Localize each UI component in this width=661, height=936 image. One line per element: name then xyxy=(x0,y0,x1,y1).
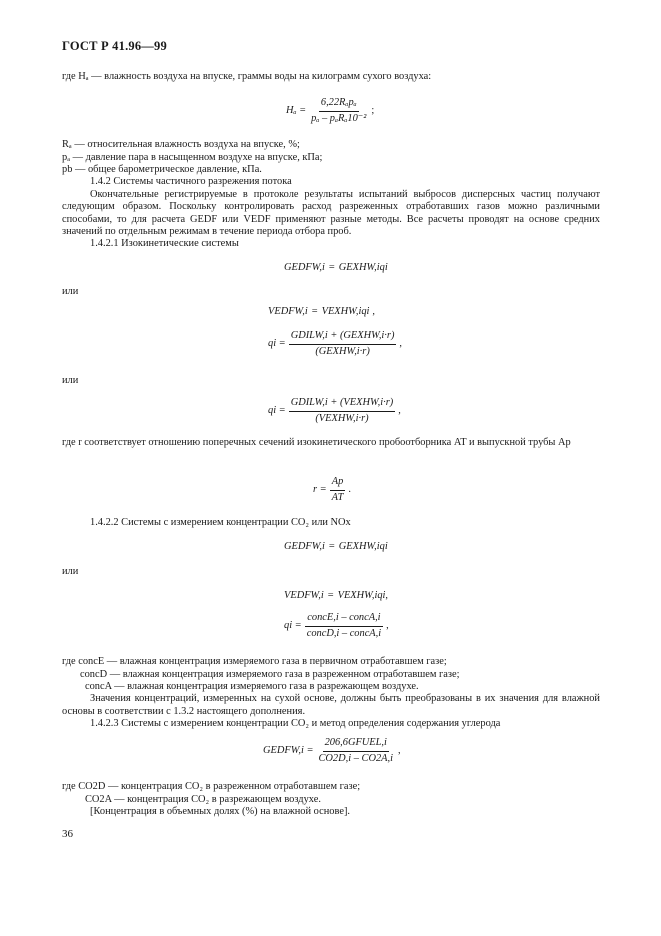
formula-v-edfw-1 xyxy=(268,306,375,319)
formula-g-edfw-carbon-tail: , xyxy=(397,744,401,756)
document-code: ГОСТ Р 41.96—99 xyxy=(62,39,167,53)
intro-paragraph xyxy=(62,71,600,84)
formula-humidity-denominator: pₐ – pₐRₐ10⁻² xyxy=(311,112,367,124)
formula-g-edfw-2-eq: = xyxy=(328,541,335,552)
def-co2d: где CO2D — концентрация CO₂ в разреженном отработавшем газе; xyxy=(62,781,361,792)
r-definition-text: где r соответствует отношению поперечных сечений изокинетического пробоотборника AT и выпускной трубы Ap xyxy=(62,437,571,448)
formula-q-3-tail: , xyxy=(386,619,389,631)
formula-v-edfw-2-lhs: VEDFW,i xyxy=(284,590,324,601)
def-pb: pb — общее барометрическое давление, кПа. xyxy=(62,164,262,176)
formula-g-edfw-2-rhs: GEXHW,iqi xyxy=(338,541,388,552)
formula-g-edfw-1-rhs: GEXHW,iqi xyxy=(338,262,388,273)
page-number: 36 xyxy=(62,828,73,840)
def-conc-d: concD — влажная концентрация измеряемого газа в разреженном отработавшем газе; xyxy=(80,668,460,680)
or-2-text: или xyxy=(62,375,79,386)
intro-text: где Hₐ — влажность воздуха на впуске, граммы воды на килограмм сухого воздуха: xyxy=(62,71,432,82)
formula-q-1-lhs: qi = xyxy=(268,337,286,349)
formula-q-2 xyxy=(268,397,401,425)
formula-g-edfw-2-lhs: GEDFW,i xyxy=(284,541,325,552)
formula-r-fraction xyxy=(330,476,346,504)
formula-q-2-numerator: GDILW,i + (VEXHW,i·r) xyxy=(289,397,396,412)
formula-g-edfw-carbon-fraction xyxy=(317,737,395,765)
def-ra: Rₐ — относительная влажность воздуха на впуске, %; xyxy=(62,139,300,150)
formula-q-3-fraction xyxy=(305,612,383,640)
def-co2a: CO2A — концентрация CO₂ в разрежающем воздухе. xyxy=(85,793,321,805)
formula-g-edfw-1 xyxy=(284,262,388,275)
formula-v-edfw-2-eq: = xyxy=(327,590,334,601)
definitions-humidity xyxy=(62,139,600,177)
formula-q-2-denominator: (VEXHW,i·r) xyxy=(315,412,369,424)
def-conc-e: где concE — влажная концентрация измеряемого газа в первичном отработавшем газе; xyxy=(62,656,447,667)
or-3-text: или xyxy=(62,566,79,577)
formula-g-edfw-2 xyxy=(284,541,388,554)
formula-humidity xyxy=(286,97,374,125)
formula-r-lhs: r = xyxy=(313,483,327,495)
section-1-4-2-text: Окончательные регистрируемые в протоколе результаты испытаний выбросов дисперсных частиц получают следующим образом. Поскольку контролировать расход разреженных отработавших газов можно различными способами, то для расчета GEDF или VEDF применяют разные методы. Все расчеты проводят на основе средних значений по отдельным режимам в течение периода отбора проб. xyxy=(62,188,600,238)
concentration-note: [Концентрация в объемных долях (%) на влажной основе]. xyxy=(90,806,350,818)
formula-v-edfw-1-eq: = xyxy=(311,306,318,317)
formula-q-1-numerator: GDILW,i + (GEXHW,i·r) xyxy=(289,330,397,345)
formula-q-1-fraction xyxy=(289,330,397,358)
definitions-conc xyxy=(62,656,600,694)
formula-q-2-lhs: qi = xyxy=(268,404,286,416)
formula-v-edfw-2 xyxy=(284,590,388,603)
formula-q-3 xyxy=(284,612,389,640)
r-definition xyxy=(62,437,600,450)
formula-v-edfw-1-tail: , xyxy=(372,306,376,317)
formula-q-1 xyxy=(268,330,402,358)
formula-g-edfw-carbon-numerator: 206,6GFUEL,i xyxy=(323,737,389,752)
formula-g-edfw-carbon-denominator: CO2D,i – CO2A,i xyxy=(318,752,393,764)
formula-v-edfw-1-rhs: VEXHW,iqi xyxy=(321,306,370,317)
formula-r-denominator: AT xyxy=(331,491,344,503)
definitions-co2 xyxy=(62,781,600,819)
formula-humidity-numerator: 6,22Rₐpₐ xyxy=(319,97,359,112)
section-1-4-2-2-title: 1.4.2.2 Системы с измерением концентрации CO₂ или NOx xyxy=(90,517,351,528)
or-1-text: или xyxy=(62,286,79,297)
def-pa: pₐ — давление пара в насыщенном воздухе на впуске, кПа; xyxy=(62,151,323,163)
formula-r-tail: . xyxy=(348,483,352,495)
formula-g-edfw-1-eq: = xyxy=(328,262,335,273)
formula-q-3-numerator: concE,i – concA,i xyxy=(305,612,382,627)
formula-q-2-fraction xyxy=(289,397,396,425)
formula-g-edfw-carbon xyxy=(263,737,401,765)
formula-g-edfw-carbon-lhs: GEDFW,i = xyxy=(263,744,314,756)
section-1-4-2-3 xyxy=(62,718,600,731)
formula-humidity-lhs: Hₐ = xyxy=(286,104,307,116)
formula-r xyxy=(313,476,351,504)
section-1-4-2-1-title: 1.4.2.1 Изокинетические системы xyxy=(90,238,239,249)
formula-q-2-tail: , xyxy=(398,404,401,416)
formula-r-numerator: Ap xyxy=(330,476,346,491)
conversion-text: Значения концентраций, измеренных на сухой основе, должны быть преобразованы в их значения для влажной основы в соответствии с 1.3.2 настоящего дополнения. xyxy=(62,693,600,717)
or-3 xyxy=(62,566,600,579)
formula-q-3-lhs: qi = xyxy=(284,619,302,631)
formula-q-3-denominator: concD,i – concA,i xyxy=(306,627,382,639)
formula-v-edfw-2-tail: , xyxy=(385,590,389,601)
section-1-4-2-3-title: 1.4.2.3 Системы с измерением концентрации CO₂ и метод определения содержания углерода xyxy=(90,718,501,729)
formula-q-1-tail: , xyxy=(399,337,403,349)
formula-humidity-tail: ; xyxy=(371,104,375,116)
section-1-4-2 xyxy=(62,176,600,239)
formula-humidity-fraction xyxy=(309,97,368,125)
formula-q-1-denominator: (GEXHW,i·r) xyxy=(315,345,370,357)
def-conc-a: concA — влажная концентрация измеряемого газа в разрежающем воздухе. xyxy=(85,681,419,693)
or-2 xyxy=(62,375,600,388)
section-1-4-2-title: 1.4.2 Системы частичного разрежения потока xyxy=(90,176,292,187)
formula-v-edfw-1-lhs: VEDFW,i xyxy=(268,306,308,317)
conversion-paragraph xyxy=(62,693,600,718)
section-1-4-2-2 xyxy=(62,517,600,530)
or-1 xyxy=(62,286,600,299)
formula-v-edfw-2-rhs: VEXHW,iqi xyxy=(337,590,386,601)
section-1-4-2-1 xyxy=(62,238,600,251)
formula-g-edfw-1-lhs: GEDFW,i xyxy=(284,262,325,273)
